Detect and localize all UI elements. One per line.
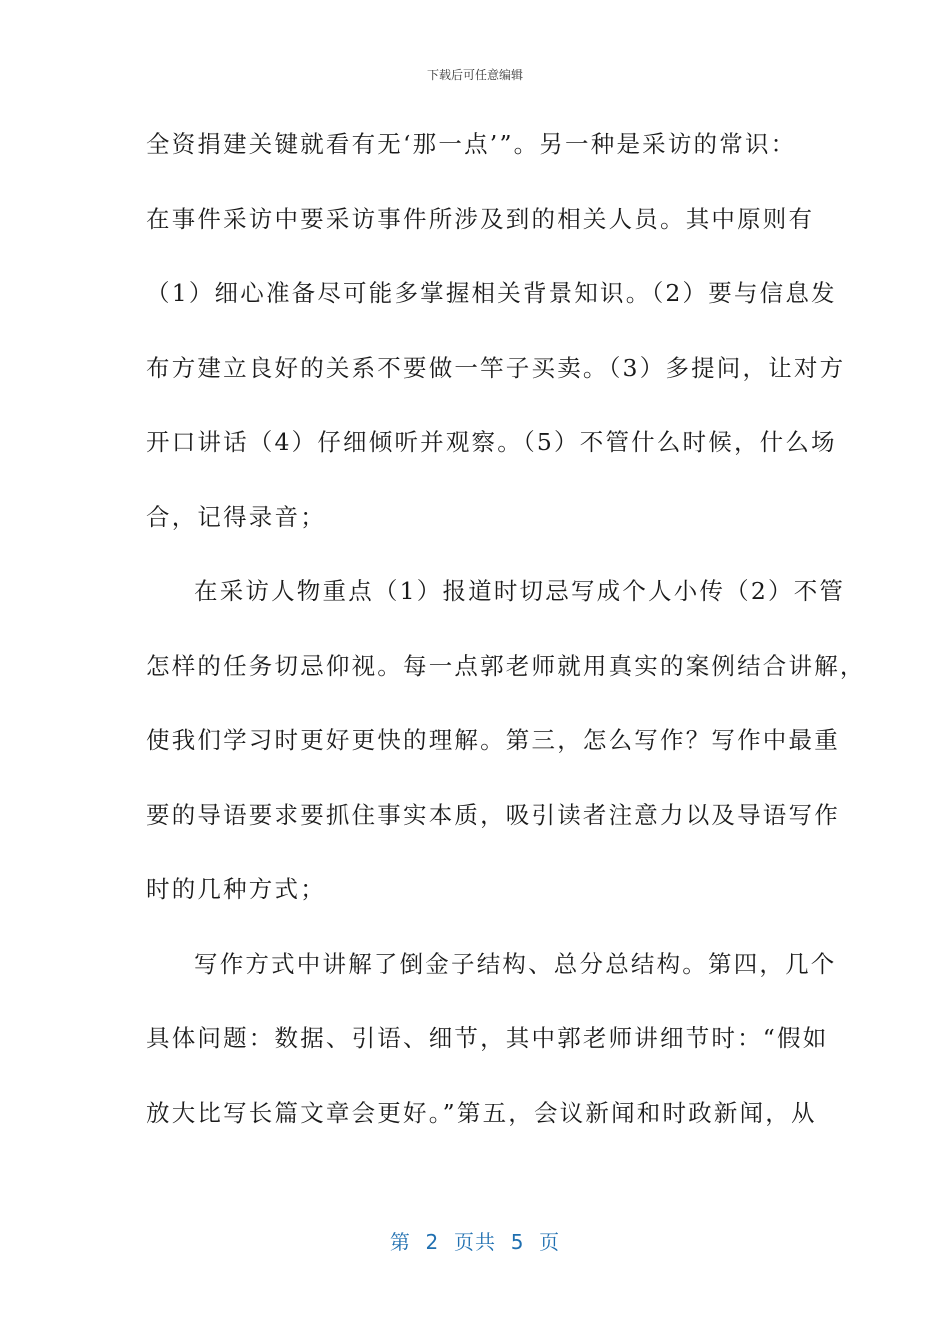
text-line: 要的导语要求要抓住事实本质，吸引读者注意力以及导语写作 — [146, 800, 840, 829]
text-line: 在事件采访中要采访事件所涉及到的相关人员。其中原则有 — [146, 204, 815, 233]
text-line: 具体问题：数据、引语、细节，其中郭老师讲细节时：“假如 — [146, 1024, 829, 1052]
text-line: 怎样的任务切忌仰视。每一点郭老师就用真实的案例结合讲解， — [146, 651, 866, 680]
text-line: 布方建立良好的关系不要做一竿子买卖。（3）多提问，让对方 — [146, 353, 846, 382]
text-line: 放大比写长篇文章会更好。”第五，会议新闻和时政新闻，从 — [146, 1098, 817, 1127]
page-header: 下载后可任意编辑 — [426, 68, 523, 82]
text-line: 合，记得录音； — [146, 502, 326, 531]
paragraph-start-line: 在采访人物重点（1）报道时切忌写成个人小传（2）不管 — [194, 577, 846, 605]
text-line: 使我们学习时更好更快的理解。第三，怎么写作？写作中最重 — [146, 726, 840, 754]
text-line: 开口讲话（4）仔细倾听并观察。（5）不管什么时候，什么场 — [146, 428, 837, 456]
text-line: 全资捐建关键就看有无‘那一点’”。另一种是采访的常识： — [146, 130, 797, 158]
document-body — [146, 107, 866, 1150]
paragraph-start-line: 写作方式中讲解了倒金子结构、总分总结构。第四，几个 — [194, 949, 837, 978]
text-line: 时的几种方式； — [146, 875, 326, 903]
text-line: （1）细心准备尽可能多掌握相关背景知识。（2）要与信息发 — [146, 279, 837, 307]
page-number-footer: 第 2 页共 5 页 — [389, 1230, 561, 1254]
